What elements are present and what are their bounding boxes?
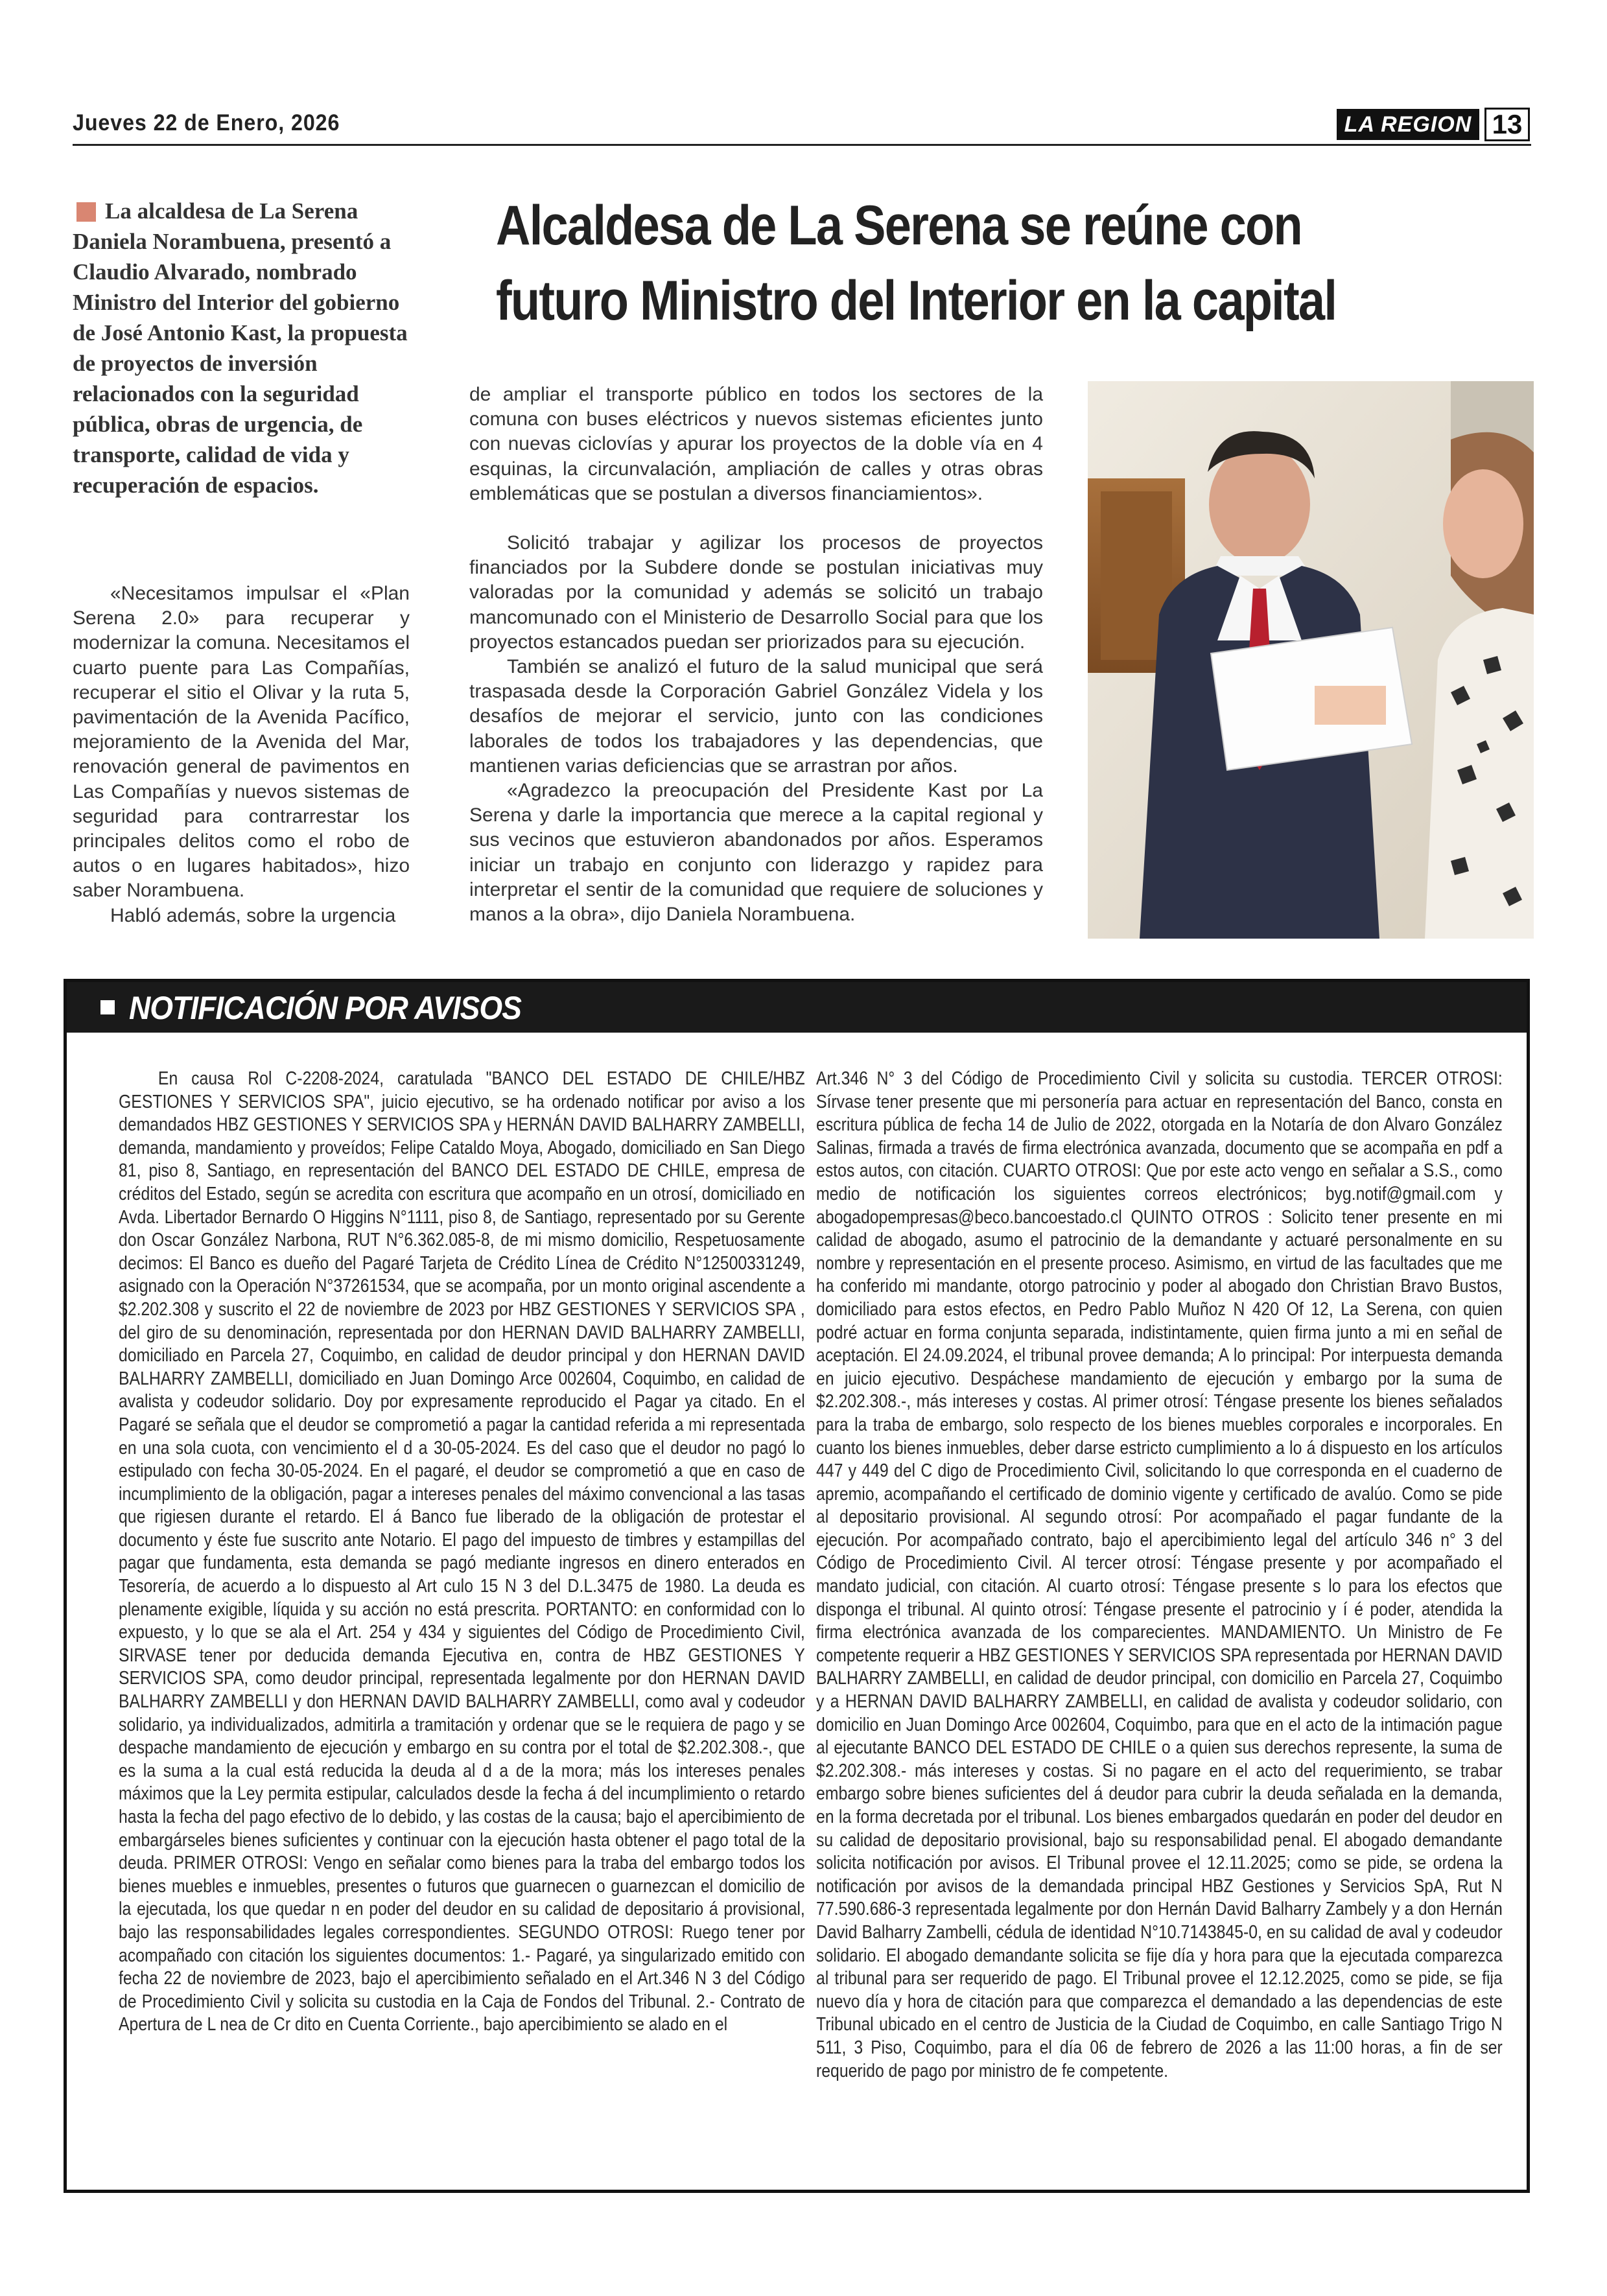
legal-notice-box xyxy=(64,979,1530,2193)
notice-paragraph: Art.346 N° 3 del Código de Procedimiento Civil y solicita su custodia. TERCER OTROSI: Sírvase tener presente que mi personería para actuar en representación del Banco, consta en escritura pública de fecha 14 de Julio de 2022, otorgada en la Notaría de don Alvaro González Salinas, firmada a través de firma electrónica avanzada, documento que se acompaña en pdf a estos autos, con citación. CUARTO OTROSI: Que por este acto vengo en señalar a S.S., como medio de notificación los siguientes correos electrónicos; byg.notif@gmail.com y abogadopempresas@beco.bancoestado.cl QUINTO OTROS : Solicito tener presente en mi calidad de abogado, asumo el patrocinio de la demandante y actuaré personalmente en su nombre y representación en el presente proceso. Asimismo, en virtud de las facultades que me ha conferido mi mandante, otorgo patrocinio y poder al abogado don Christian Bravo Bustos, domiciliado para estos efectos, en Pedro Pablo Muñoz N 420 Of 12, La Serena, con quien podré actuar en forma conjunta separada, indistintamente, quien firma junto a mi en señal de aceptación. El 24.09.2024, el tribunal provee demanda; A lo principal: Por interpuesta demanda en juicio ejecutivo. Despáchese mandamiento de ejecución y embargo por la suma de $2.202.308.-, más intereses y costas. Al primer otrosí: Téngase presente los bienes señalados para la traba de embargo, solo respecto de los bienes muebles corporales e incorporales. En cuanto los bienes inmuebles, deber darse estricto cumplimiento a lo á dispuesto en los artículos 447 y 449 del C digo de Procedimiento Civil, solicitando lo que corresponda en el cuaderno de apremio, acompañando el certificado de dominio vigente y certificado de avalúo. Como se pide al depositario provisional. Al segundo otrosí: Por acompañado el pagar fundante de la ejecución. Por acompañado contrato, bajo el apercibimiento legal del artículo 346 n° 3 del Código de Procedimiento Civil. Al tercer otrosí: Téngase presente y por acompañado el mandato judicial, con citación. Al cuarto otrosí: Téngase presente s lo para los efectos que disponga el tribunal. Al quinto otrosí: Téngase presente el patrocinio y í é poder, atendida la firma electrónica avanzada de los comparecientes. MANDAMIENTO. Un Ministro de Fe competente requerir a HBZ GESTIONES Y SERVICIOS SPA representada por HERNAN DAVID BALHARRY ZAMBELLI, en calidad de deudor principal, con domicilio en Parcela 27, Coquimbo y a HERNAN DAVID BALHARRY ZAMBELLI, en calidad de avalista y codeudor solidario, con domicilio en Juan Domingo Arce 002604, Coquimbo, para que en el acto de la intimación pague al ejecutante BANCO DEL ESTADO DE CHILE o a quien sus derechos represente, la suma de $2.202.308.- más intereses y costas. Si no pagare en el acto del requerimiento, se trabar embargo sobre bienes suficientes del á deudor para cubrir la deuda señalada en la demanda, en la forma decretada por el tribunal. Los bienes embargados quedarán en poder del deudor en su calidad de depositario provisional, bajo su responsabilidad penal. El abogado demandante solicita notificación por avisos. El Tribunal provee el 12.11.2025; como se pide, se ordena la notificación por avisos de la demandada principal HBZ Gestiones y Servicios SpA, Rut N 77.590.686-3 representada legalmente por don Hernán David Balharry Zambely y a don Hernán David Balharry Zambelli, cédula de identidad N°10.7143845-0, en su calidad de aval y codeudor solidario. El abogado demandante solicita se fije día y hora para que la ejecutada comparezca al tribunal para ser requerido de pago. El Tribunal provee el 12.12.2025, como se pide, se fija nuevo día y hora de citación para que comparezca el demandado a las dependencias de este Tribunal ubicado en el centro de Justicia de la Ciudad de Coquimbo, en calle Santiago Trigo N 511, 3 Piso, Coquimbo, para el día 06 de febrero de 2026 a las 11:00 horas, a fin de ser requerido de pago por ministro de fe competente. xyxy=(816,1068,1503,2081)
article-column-2 xyxy=(469,382,1043,927)
page-number: 13 xyxy=(1484,108,1530,141)
notice-bullet-icon xyxy=(100,1000,115,1014)
paragraph: Solicitó trabajar y agilizar los procesos de proyectos financiados por la Subdere donde se postulan iniciativas muy valoradas por la comunidad y además se solicitó un trabajo mancomunado con el Ministerio de Desarrollo Social para que los proyectos estancados puedan ser priorizados para su ejecución. xyxy=(469,532,1043,653)
paragraph: Habló además, sobre la urgencia xyxy=(110,904,396,926)
notice-column-1 xyxy=(119,1068,805,2037)
notice-title: NOTIFICACIÓN POR AVISOS xyxy=(129,990,521,1026)
paragraph: «Agradezco la preocupación del Presidente Kast por La Serena y darle la importancia que merece a la capital regional y sus vecinos que estuvieron abandonados por años. Esperamos iniciar un trabajo en conjunto con liderazgo y rapidez para interpretar el sentir de la comunidad que requiere de soluciones y manos a la obra», dijo Daniela Norambuena. xyxy=(469,780,1043,926)
headline-line-1: Alcaldesa de La Serena se reúne con xyxy=(496,194,1302,257)
paragraph: También se analizó el futuro de la salud municipal que será traspasada desde la Corporación Gabriel González Videla y los desafíos de mejorar el servicio, junto con las condiciones laborales de todos los trabajadores y las dependencias, que mantienen varias deficiencias que se arrastran por años. xyxy=(469,656,1043,777)
paragraph: de ampliar el transporte público en todos los sectores de la comuna con buses eléctricos y nuevos sistemas eficientes junto con nuevas ciclovías y apurar los proyectos de la doble vía en 4 esquinas, la circunvalación, ampliación de calles y otras obras emblemáticas que se postulan a diversos financiamientos». xyxy=(469,384,1043,504)
photo-illustration xyxy=(1088,381,1534,939)
header-rule xyxy=(73,144,1531,146)
article-headline xyxy=(496,188,1388,338)
paragraph: «Necesitamos impulsar el «Plan Serena 2.0» para recuperar y modernizar la comuna. Necesitamos el cuarto puente para Las Compañías, recuperar el sitio el Olivar y la ruta 5, pavimentación de la Avenida Pacífico, mejoramiento de la Avenida del Mar, renovación general de pavimentos en Las Compañías y nuevos sistemas de seguridad para contrarrestar los principales delitos como el robo de autos o en lugares habitados», hizo saber Norambuena. xyxy=(73,583,410,902)
notice-paragraph: En causa Rol C-2208-2024, caratulada "BANCO DEL ESTADO DE CHILE/HBZ GESTIONES Y SERVICIOS SPA", juicio ejecutivo, se ha ordenado notificar por aviso a los demandados HBZ GESTIONES Y SERVICIOS SPA y HERNÁN DAVID BALHARRY ZAMBELLI, demanda, mandamiento y proveídos; Felipe Cataldo Moya, Abogado, domiciliado en San Diego 81, piso 8, Santiago, en representación del BANCO DEL ESTADO DE CHILE, empresa de créditos del Estado, según se acredita con escritura que acompaño en un otrosí, domiciliado en Avda. Libertador Bernardo O Higgins N°1111, piso 8, de Santiago, representado por su Gerente don Oscar González Narbona, RUT N°6.362.085-8, de mi mismo domicilio, Respetuosamente decimos: El Banco es dueño del Pagaré Tarjeta de Crédito Línea de Crédito N°12500331249, asignado con la Operación N°37261534, que se acompaña, por un monto original ascendente a $2.202.308 y suscrito el 22 de noviembre de 2023 por HBZ GESTIONES Y SERVICIOS SPA , del giro de su denominación, representada por don HERNAN DAVID BALHARRY ZAMBELLI, domiciliado en Parcela 27, Coquimbo, en calidad de deudor principal y don HERNAN DAVID BALHARRY ZAMBELLI, domiciliado en Juan Domingo Arce 002604, Coquimbo, en calidad de avalista y codeudor solidario. Doy por expresamente reproducido el Pagar ya citado. En el Pagaré se señala que el deudor se comprometió a pagar la cantidad referida a mi representada en una sola cuota, con vencimiento el d a 30-05-2024. Es del caso que el deudor no pagó lo estipulado con fecha 30-05-2024. En el pagaré, el deudor se comprometió a que en caso de incumplimiento de la obligación, pagar a intereses penales del máximo convencional a las tasas que rigiesen durante el retardo. El á Banco fue liberado de la obligación de protestar el documento y éste fue suscrito ante Notario. El pago del impuesto de timbres y estampillas del pagar que fundamenta, esta demanda se pagó mediante ingresos en dinero enterados en Tesorería, de acuerdo a lo dispuesto al Art culo 15 N 3 del D.L.3475 de 1980. La deuda es plenamente exigible, líquida y su acción no está prescrita. PORTANTO: en conformidad con lo expuesto, y lo que se ala el Art. 254 y 434 y siguientes del Código de Procedimiento Civil, SIRVASE tener por deducida demanda Ejecutiva en, contra de HBZ GESTIONES Y SERVICIOS SPA, como deudor principal, representada legalmente por don HERNAN DAVID BALHARRY ZAMBELLI y don HERNAN DAVID BALHARRY ZAMBELLI, como aval y codeudor solidario, ya individualizados, admitirla a tramitación y ordenar que se le requiera de pago y se despache mandamiento de ejecución y embargo en su contra por el total de $2.202.308.-, que es la suma a la cual está reducida la deuda al d a de la mora; más los intereses penales máximos que la Ley permita estipular, calculados desde la fecha á del incumplimiento o retardo hasta la fecha del pago efectivo de lo debido, y las costas de la causa; bajo el apercibimiento de embargárseles bienes suficientes y continuar con la ejecución hasta obtener el pago total de la deuda. PRIMER OTROSI: Vengo en señalar como bienes para la traba del embargo todos los bienes muebles e inmuebles, presentes o futuros que guarnecen o guarnezcan el domicilio de la ejecutada, los que quedar n en poder del deudor en su calidad de depositario á provisional, bajo las responsabilidades legales correspondientes. SEGUNDO OTROSI: Ruego tener por acompañado con citación los siguientes documentos: 1.- Pagaré, ya singularizado emitido con fecha 22 de noviembre de 2023, bajo el apercibimiento señalado en el Art.346 N 3 del Código de Procedimiento Civil y solicita su custodia en la Caja de Fondos del Tribunal. 2.- Contrato de Apertura de L nea de Cr dito en Cuenta Corriente., bajo apercibimiento se alado en el xyxy=(119,1068,805,2035)
article-column-1 xyxy=(73,581,410,928)
newspaper-logo: LA REGION xyxy=(1337,109,1479,140)
issue-date: Jueves 22 de Enero, 2026 xyxy=(73,110,340,135)
notice-column-2 xyxy=(816,1068,1503,2083)
article-lead: La alcaldesa de La Serena Daniela Norambuena, presentó a Claudio Alvarado, nombrado Ministro del Interior del gobierno de José Antonio Kast, la propuesta de proyectos de inversión relacionados con la seguridad pública, obras de urgencia, de transporte, calidad de vida y recuperación de espacios. xyxy=(73,198,408,498)
headline-line-2: futuro Ministro del Interior en la capital xyxy=(496,270,1337,332)
article-photo xyxy=(1088,381,1534,939)
notice-title-bar xyxy=(67,982,1527,1033)
